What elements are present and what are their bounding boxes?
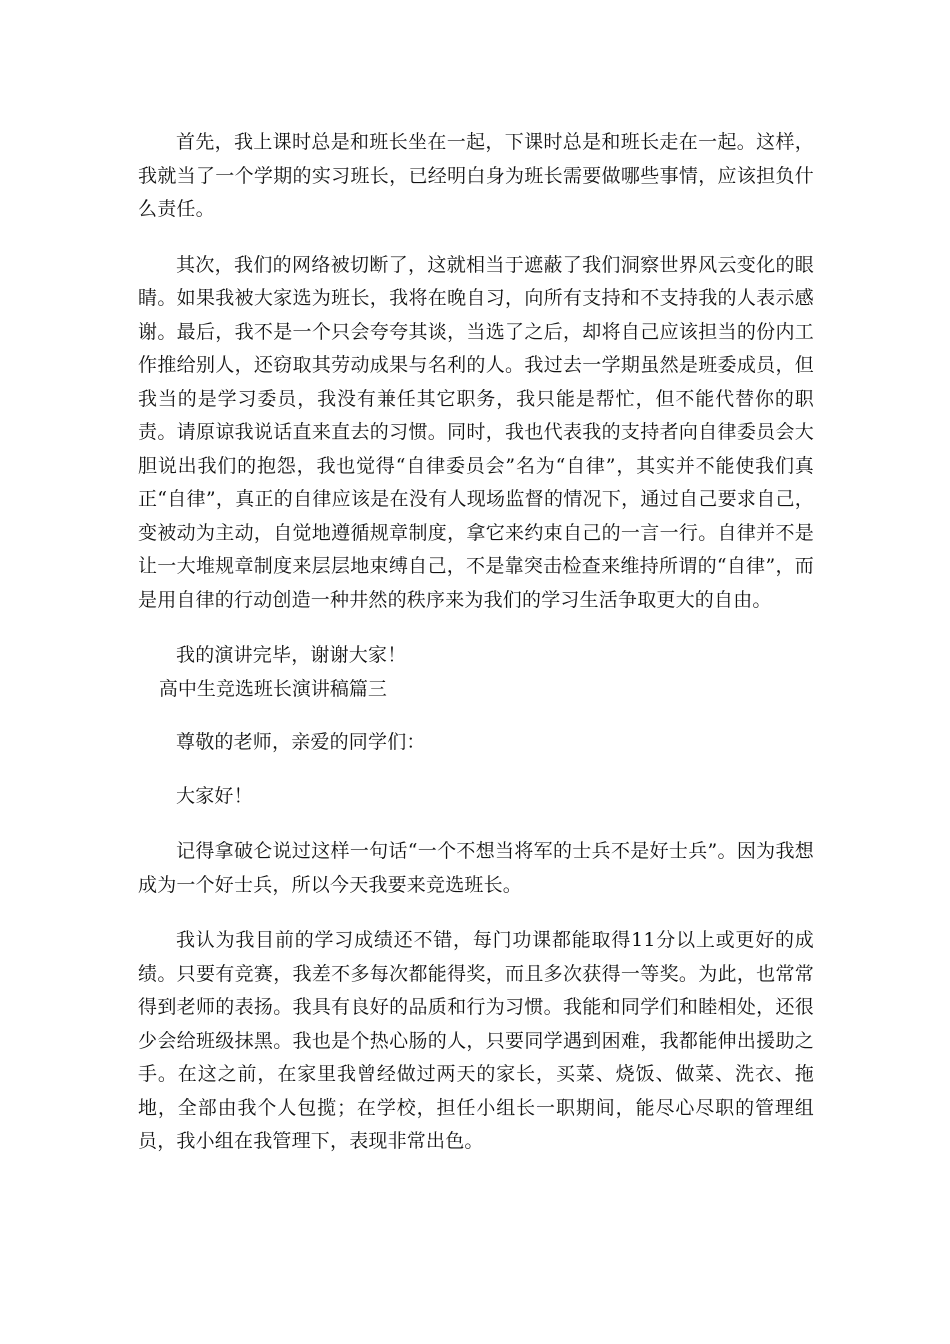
paragraph-closing: 我的演讲完毕，谢谢大家！ bbox=[176, 644, 407, 666]
paragraph-salutation: 尊敬的老师，亲爱的同学们： bbox=[176, 731, 426, 753]
paragraph-greeting: 大家好！ bbox=[176, 784, 253, 807]
paragraph-first: 首先，我上课时总是和班长坐在一起，下课时总是和班长走在一起。这样，我就当了一个学期的实习班长，已经明白身为班长需要做哪些事情，应该担负什么责任。 bbox=[138, 131, 814, 220]
document-page bbox=[138, 126, 814, 1159]
paragraph-napoleon: 记得拿破仑说过这样一句话“一个不想当将军的士兵不是好士兵”。因为我想成为一个好士兵，所以今天我要来竞选班长。 bbox=[138, 840, 814, 896]
section-title: 高中生竞选班长演讲稿篇三 bbox=[158, 677, 387, 700]
paragraph-qualifications: 我认为我目前的学习成绩还不错，每门功课都能取得11分以上或更好的成绩。只要有竞赛，我差不多每次都能得奖，而且多次获得一等奖。为此，也常常得到老师的表扬。我具有良好的品质和行为习惯。我能和同学们和睦相处，还很少会给班级抹黑。我也是个热心肠的人，只要同学遇到困难，我都能伸出援助之手。在这之前，在家里我曾经做过两天的家长，买菜、烧饭、做菜、洗衣、拖地，全部由我个人包揽；在学校，担任小组长一职期间，能尽心尽职的管理组员，我小组在我管理下，表现非常出色。 bbox=[138, 929, 814, 1152]
paragraph-second: 其次，我们的网络被切断了，这就相当于遮蔽了我们洞察世界风云变化的眼睛。如果我被大家选为班长，我将在晚自习，向所有支持和不支持我的人表示感谢。最后，我不是一个只会夸夸其谈，当选了之后，却将自己应该担当的份内工作推给别人，还窃取其劳动成果与名利的人。我过去一学期虽然是班委成员，但我当的是学习委员，我没有兼任其它职务，我只能是帮忙，但不能代替你的职责。请原谅我说话直来直去的习惯。同时，我也代表我的支持者向自律委员会大胆说出我们的抱怨，我也觉得“自律委员会”名为“自律”，其实并不能使我们真正“自律”，真正的自律应该是在没有人现场监督的情况下，通过自己要求自己，变被动为主动，自觉地遵循规章制度，拿它来约束自己的一言一行。自律并不是让一大堆规章制度来层层地束缚自己，不是靠突击检查来维持所谓的“自律”，而是用自律的行动创造一种井然的秩序来为我们的学习生活争取更大的自由。 bbox=[138, 253, 814, 611]
